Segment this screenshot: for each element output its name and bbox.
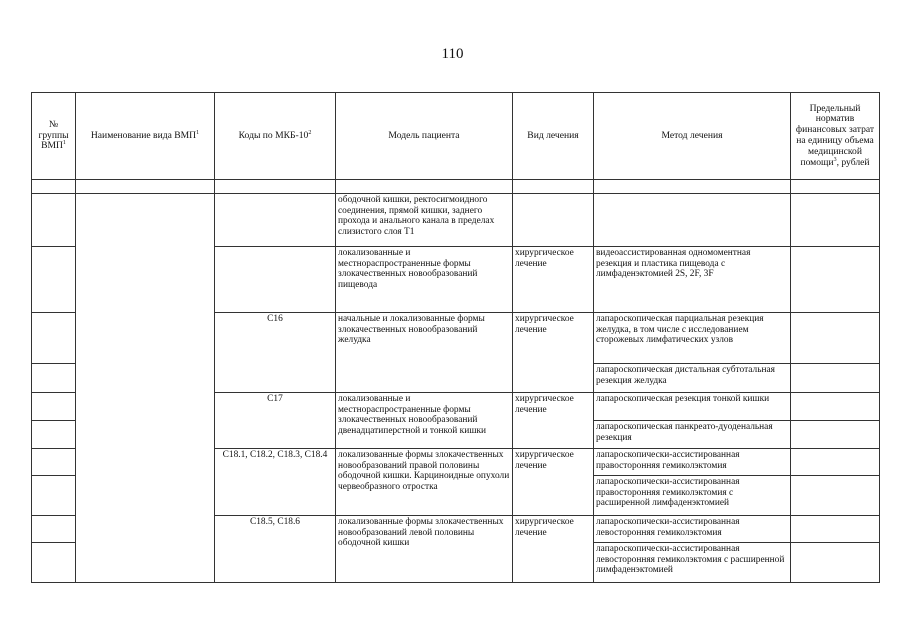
table-spacer-row — [32, 180, 880, 194]
patient-model-cell: локализованные формы злокачественных новообразований левой половины ободочной кишки — [336, 516, 513, 583]
document-table-wrapper — [31, 92, 880, 583]
treatment-type-cell: хирургическое лечение — [513, 449, 594, 516]
mkb-code-cell: C18.5, C18.6 — [215, 516, 336, 583]
treatment-type-cell: хирургическое лечение — [513, 247, 594, 313]
patient-model-cell: локализованные и местнораспространенные формы злокачественных новообразований пищевода — [336, 247, 513, 313]
patient-model-cell: локализованные формы злокачественных новообразований правой половины ободочной кишки. Карциноидные опухоли червеобразного отростка — [336, 449, 513, 516]
treatment-method-cell: лапароскопическая дистальная субтотальная резекция желудка — [594, 364, 791, 393]
table-row — [32, 194, 880, 247]
treatment-type-cell: хирургическое лечение — [513, 313, 594, 393]
treatment-method-cell: лапароскопически-ассистированная левосторонняя гемиколэктомия с расширенной лимфаденэктомией — [594, 543, 791, 583]
treatment-method-cell: видеоассистированная одномоментная резекция и пластика пищевода с лимфаденэктомией 2S, 2F, 3F — [594, 247, 791, 313]
header-patient-model: Модель пациента — [336, 93, 513, 180]
mkb-code-cell: C17 — [215, 393, 336, 449]
header-treatment-method: Метод лечения — [594, 93, 791, 180]
vmp-table — [31, 92, 880, 583]
patient-model-cell: ободочной кишки, ректосигмоидного соединения, прямой кишки, заднего прохода и анального канала в пределах слизистого слоя T1 — [336, 194, 513, 247]
patient-model-cell: начальные и локализованные формы злокачественных новообразований желудка — [336, 313, 513, 393]
table-header-row — [32, 93, 880, 180]
header-group-no: № группы ВМП$^1$ — [32, 93, 76, 180]
mkb-code-cell: C18.1, C18.2, C18.3, C18.4 — [215, 449, 336, 516]
treatment-type-cell: хирургическое лечение — [513, 516, 594, 583]
treatment-method-cell: лапароскопическая панкреато-дуоденальная резекция — [594, 421, 791, 449]
treatment-method-cell: лапароскопическая резекция тонкой кишки — [594, 393, 791, 421]
treatment-method-cell: лапароскопически-ассистированная правосторонняя гемиколэктомия — [594, 449, 791, 476]
treatment-method-cell: лапароскопическая парциальная резекция желудка, в том числе с исследованием сторожевых лимфатических узлов — [594, 313, 791, 364]
header-treatment-type: Вид лечения — [513, 93, 594, 180]
header-cost-norm: Предельный норматив финансовых затрат на единицу объема медицинской помощи$^3$, рублей — [791, 93, 880, 180]
mkb-code-cell: C16 — [215, 313, 336, 393]
treatment-type-cell: хирургическое лечение — [513, 393, 594, 449]
header-vmp-name: Наименование вида ВМП$^1$ — [76, 93, 215, 180]
page-number: 110 — [441, 46, 464, 62]
header-mkb-codes: Коды по МКБ-$10^2$ — [215, 93, 336, 180]
treatment-method-cell: лапароскопически-ассистированная правосторонняя гемиколэктомия с расширенной лимфаденэктомией — [594, 476, 791, 516]
vmp-name-cell — [76, 194, 215, 583]
patient-model-cell: локализованные и местнораспространенные формы злокачественных новообразований двенадцатиперстной и тонкой кишки — [336, 393, 513, 449]
treatment-method-cell: лапароскопически-ассистированная левосторонняя гемиколэктомия — [594, 516, 791, 543]
